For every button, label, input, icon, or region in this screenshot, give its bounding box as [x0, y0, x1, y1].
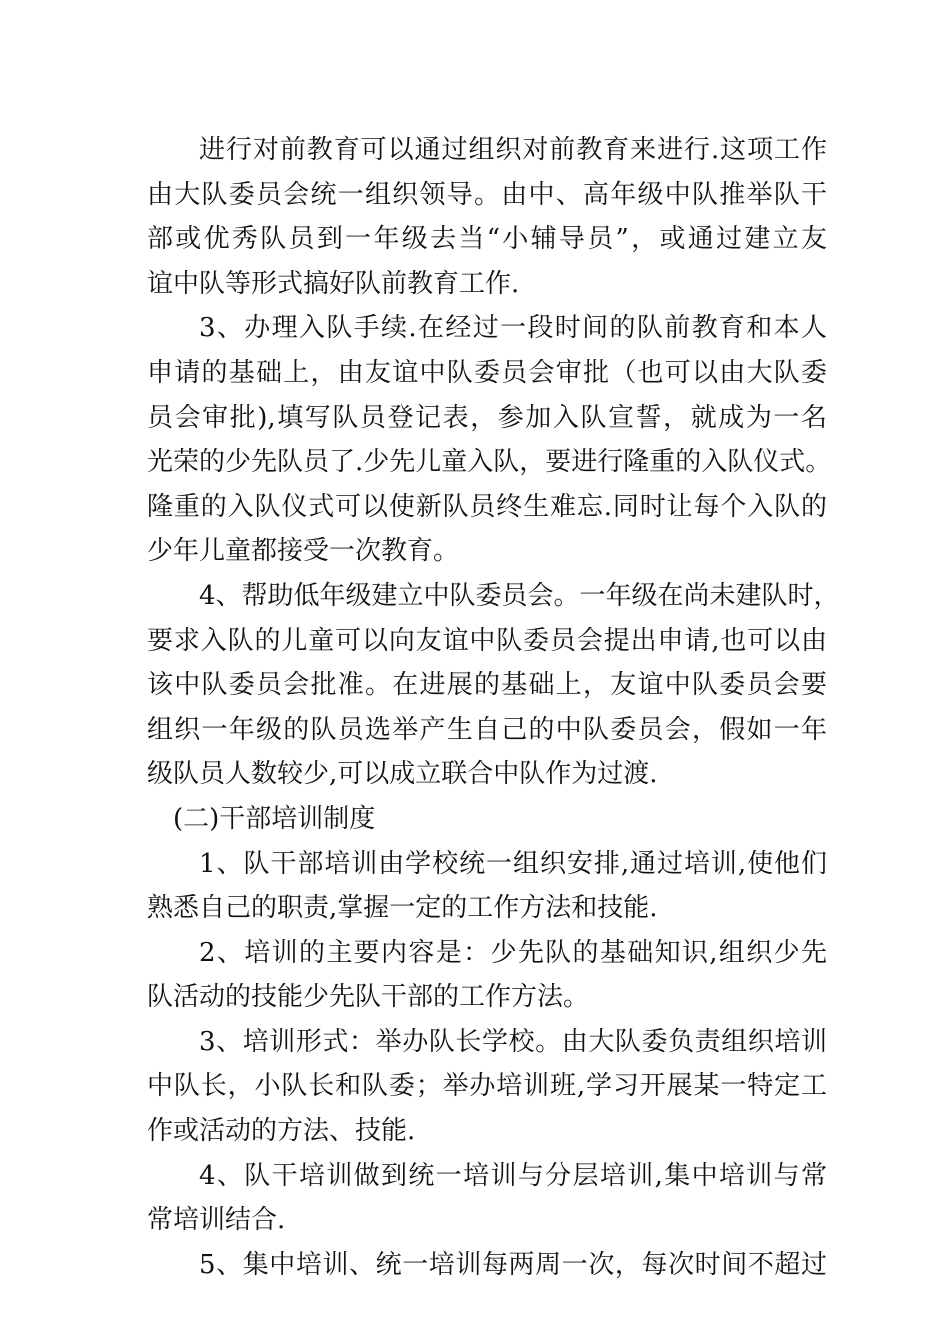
text-line: 申请的基础上，由友谊中队委员会审批（也可以由大队委: [147, 357, 827, 388]
document-body: [147, 128, 840, 1287]
text-line: 进行对前教育可以通过组织对前教育来进行.这项工作: [199, 135, 827, 165]
text-line: 作或活动的方法、技能.: [147, 1116, 416, 1147]
text-line: 2、培训的主要内容是：少先队的基础知识,组织少先: [199, 937, 827, 968]
text-line: 该中队委员会批准。在进展的基础上，友谊中队委员会要: [147, 670, 827, 701]
text-line: 部或优秀队员到一年级去当“小辅导员”，或通过建立友: [147, 224, 827, 255]
text-line: 熟悉自己的职责,掌握一定的工作方法和技能.: [147, 893, 658, 924]
text-line: 3、培训形式：举办队长学校。由大队委负责组织培训: [199, 1026, 827, 1057]
text-line: 员会审批),填写队员登记表，参加入队宣誓，就成为一名: [147, 402, 827, 433]
text-line: 5、集中培训、统一培训每两周一次，每次时间不超过: [199, 1249, 827, 1280]
text-line: 组织一年级的队员选举产生自己的中队委员会，假如一年: [147, 714, 827, 745]
text-line: 4、队干培训做到统一培训与分层培训,集中培训与常: [199, 1160, 827, 1191]
text-line: 由大队委员会统一组织领导。由中、高年级中队推举队干: [147, 179, 827, 210]
text-line: 4、帮助低年级建立中队委员会。一年级在尚未建队时，: [199, 580, 840, 611]
text-line: 常培训结合.: [147, 1205, 286, 1236]
text-line: 隆重的入队仪式可以使新队员终生难忘.同时让每个入队的: [147, 491, 827, 522]
text-line: 光荣的少先队员了.少先儿童入队，要进行隆重的入队仪式。: [147, 447, 832, 478]
text-line: 1、队干部培训由学校统一组织安排,通过培训,使他们: [199, 848, 827, 879]
text-line: 级队员人数较少,可以成立联合中队作为过渡.: [147, 759, 658, 790]
text-line: 3、办理入队手续.在经过一段时间的队前教育和本人: [199, 313, 827, 344]
text-line: 要求入队的儿童可以向友谊中队委员会提出申请,也可以由: [147, 625, 827, 656]
text-line: 中队长，小队长和队委；举办培训班,学习开展某一特定工: [147, 1071, 827, 1102]
text-line: 队活动的技能少先队干部的工作方法。: [147, 982, 590, 1013]
text-line: 谊中队等形式搞好队前教育工作.: [147, 268, 520, 299]
section-heading: (二)干部培训制度: [173, 803, 376, 834]
text-line: 少年儿童都接受一次教育。: [147, 536, 460, 567]
